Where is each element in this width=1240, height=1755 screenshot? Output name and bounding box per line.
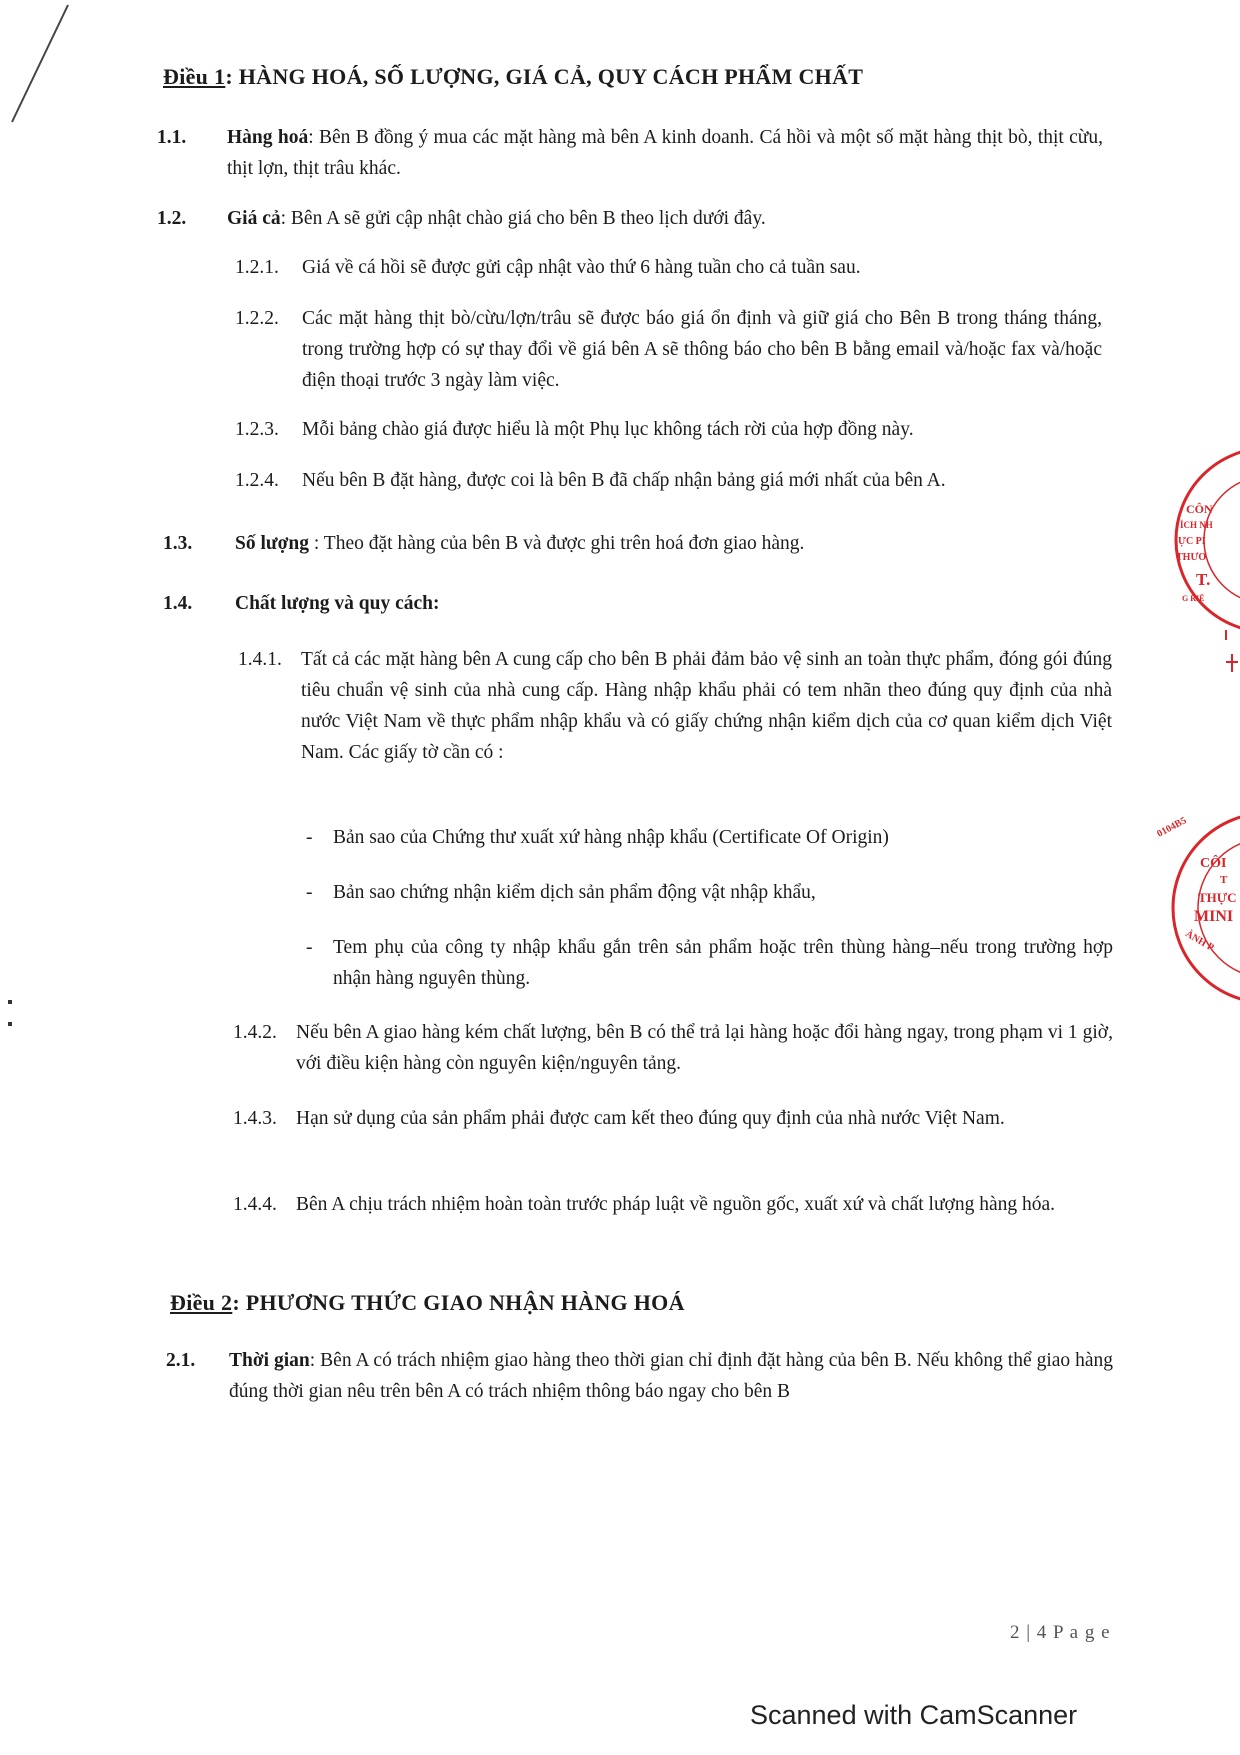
stamp-text: G RIÊ [1182, 594, 1205, 603]
section-number: 1.3. [163, 533, 193, 554]
article-2-label: Điều 2 [170, 1290, 233, 1315]
section-body: Mỗi bảng chào giá được hiểu là một Phụ lục không tách rời của hợp đồng này. [302, 419, 914, 440]
article-1-heading [163, 64, 863, 90]
section-title: Số lượng [235, 533, 309, 554]
section-text [227, 122, 1103, 184]
scan-edge-line [0, 0, 90, 130]
section-number: 1.1. [157, 127, 187, 148]
section-text [227, 203, 1103, 234]
section-body: Các mặt hàng thịt bò/cừu/lợn/trâu sẽ được báo giá ổn định và giữ giá cho Bên B trong tháng tháng, trong trường hợp có sự thay đổi về giá bên A sẽ thông báo cho bên B bằng email và/hoặc fax và/hoặc điện thoại trước 3 ngày làm việc. [302, 308, 1102, 391]
section-number: 1.2.4. [235, 470, 279, 491]
stamp-text: T. [1196, 570, 1211, 589]
company-stamp-top [1168, 440, 1240, 700]
section-number: 1.2.3. [235, 419, 279, 440]
section-number: 1.4. [163, 593, 193, 614]
stamp-text: CÔI [1200, 856, 1227, 871]
section-body: Giá về cá hồi sẽ được gửi cập nhật vào thứ 6 hàng tuần cho cả tuần sau. [302, 257, 861, 278]
list-item: Bản sao chứng nhận kiểm dịch sản phẩm động vật nhập khẩu, [333, 882, 816, 903]
section-body: Nếu bên A giao hàng kém chất lượng, bên B có thể trả lại hàng hoặc đổi hàng ngay, trong phạm vi 1 giờ, với điều kiện hàng còn nguyên kiện/nguyên tảng. [296, 1022, 1113, 1074]
section-number: 2.1. [166, 1350, 196, 1371]
stamp-text: ÀNH P. [1183, 928, 1217, 955]
list-item: Tem phụ của công ty nhập khẩu gắn trên sản phẩm hoặc trên thùng hàng–nếu trong trường hợp nhận hàng nguyên thùng. [333, 937, 1113, 989]
section-body: : Bên A có trách nhiệm giao hàng theo thời gian chỉ định đặt hàng của bên B. Nếu không thể giao hàng đúng thời gian nêu trên bên A có trách nhiệm thông báo ngay cho bên B [229, 1350, 1114, 1402]
section-body: Nếu bên B đặt hàng, được coi là bên B đã chấp nhận bảng giá mới nhất của bên A. [302, 470, 946, 491]
scan-dot [8, 1022, 12, 1026]
section-number: 1.2.1. [235, 257, 279, 278]
stamp-text: MINI [1194, 908, 1234, 925]
section-text [235, 528, 1105, 559]
section-number: 1.2.2. [235, 308, 279, 329]
section-title: Giá cả [227, 208, 281, 229]
section-number: 1.2. [157, 208, 187, 229]
article-1-label: Điều 1 [163, 64, 226, 89]
stamp-text: THƯƠ [1176, 552, 1207, 563]
scan-dot [8, 1000, 12, 1004]
page-number: 2 | 4 P a g e [1010, 1622, 1111, 1643]
section-body: Hạn sử dụng của sản phẩm phải được cam kết theo đúng quy định của nhà nước Việt Nam. [296, 1108, 1005, 1129]
section-number: 1.4.3. [233, 1108, 277, 1129]
article-2-heading [170, 1290, 685, 1316]
section-number: 1.4.1. [238, 649, 282, 670]
company-stamp-bottom [1148, 808, 1240, 1008]
section-body: Bên A chịu trách nhiệm hoàn toàn trước pháp luật về nguồn gốc, xuất xứ và chất lượng hàng hóa. [296, 1194, 1056, 1215]
section-title: Chất lượng và quy cách: [235, 593, 440, 614]
stamp-text: CÔN [1186, 502, 1213, 516]
stamp-text: T [1220, 874, 1228, 886]
article-2-title: : PHƯƠNG THỨC GIAO NHẬN HÀNG HOÁ [232, 1290, 685, 1315]
section-title: Thời gian [229, 1350, 310, 1371]
bullet-dash: - [306, 827, 313, 848]
stamp-text: ÍCH NH [1180, 520, 1213, 530]
article-1-title: : HÀNG HOÁ, SỐ LƯỢNG, GIÁ CẢ, QUY CÁCH PHẨM CHẤT [225, 64, 864, 89]
bullet-dash: - [306, 937, 313, 958]
stamp-text: 0104B5 [1155, 815, 1189, 840]
section-body: : Bên B đồng ý mua các mặt hàng mà bên A kinh doanh. Cá hồi và một số mặt hàng thịt bò, thịt cừu, thịt lợn, thịt trâu khác. [227, 127, 1103, 179]
section-text [229, 1345, 1113, 1407]
stamp-text: THỰC [1198, 890, 1237, 905]
stamp-text: ỰC PI [1178, 536, 1206, 547]
list-item: Bản sao của Chứng thư xuất xứ hàng nhập khẩu (Certificate Of Origin) [333, 827, 889, 848]
bullet-dash: - [306, 882, 313, 903]
section-number: 1.4.4. [233, 1194, 277, 1215]
section-title: Hàng hoá [227, 127, 309, 148]
section-number: 1.4.2. [233, 1022, 277, 1043]
section-body: Tất cả các mặt hàng bên A cung cấp cho bên B phải đảm bảo vệ sinh an toàn thực phẩm, đóng gói đúng tiêu chuẩn vệ sinh của nhà cung cấp. Hàng nhập khẩu phải có tem nhãn theo đúng quy định của nhà nước Việt Nam về thực phẩm nhập khẩu và có giấy chứng nhận kiểm dịch của cơ quan kiểm dịch Việt Nam. Các giấy tờ cần có : [301, 649, 1112, 763]
section-body: : Theo đặt hàng của bên B và được ghi trên hoá đơn giao hàng. [308, 533, 805, 554]
scanner-watermark: Scanned with CamScanner [750, 1700, 1078, 1730]
section-body: : Bên A sẽ gửi cập nhật chào giá cho bên B theo lịch dưới đây. [280, 208, 766, 229]
